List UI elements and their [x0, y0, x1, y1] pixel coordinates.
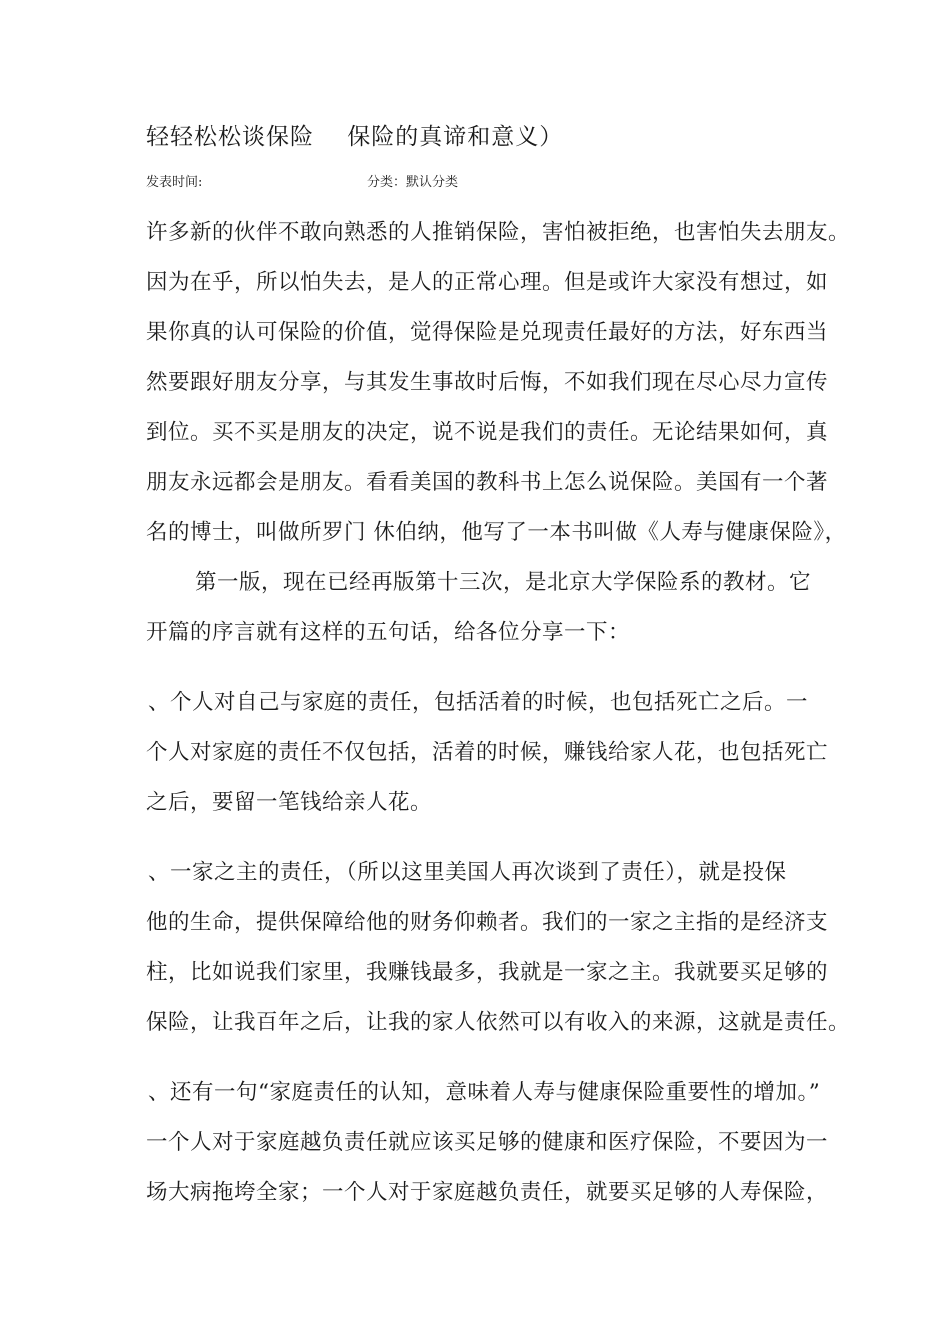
text-line: 开篇的序言就有这样的五句话，给各位分享一下：	[146, 620, 631, 645]
text-line: 因为在乎，所以怕失去，是人的正常心理。但是或许大家没有想过，如	[146, 270, 829, 295]
text-line: 朋友永远都会是朋友。看看美国的教科书上怎么说保险。美国有一个著	[146, 470, 829, 495]
text-line: 名的博士，叫做所罗门 休伯纳，他写了一本书叫做《人寿与健康保险》，	[146, 520, 847, 545]
text-line: 然要跟好朋友分享，与其发生事故时后悔，不如我们现在尽心尽力宣传	[146, 370, 829, 395]
text-line: 保险，让我百年之后，让我的家人依然可以有收入的来源，这就是责任。	[146, 1010, 851, 1035]
text-line: 、还有一句“家庭责任的认知，意味着人寿与健康保险重要性的增加。”	[148, 1080, 821, 1105]
text-line: 之后，要留一笔钱给亲人花。	[146, 790, 433, 815]
text-line: 许多新的伙伴不敢向熟悉的人推销保险，害怕被拒绝，也害怕失去朋友。	[146, 220, 851, 245]
text-line: 场大病拖垮全家；一个人对于家庭越负责任，就要买足够的人寿保险，	[146, 1180, 829, 1205]
text-line: 他的生命，提供保障给他的财务仰赖者。我们的一家之主指的是经济支	[146, 910, 829, 935]
text-line: 果你真的认可保险的价值，觉得保险是兑现责任最好的方法，好东西当	[146, 320, 829, 345]
text-line: 到位。买不买是朋友的决定，说不说是我们的责任。无论结果如何，真	[146, 420, 829, 445]
text-line: 柱，比如说我们家里，我赚钱最多，我就是一家之主。我就要买足够的	[146, 960, 829, 985]
document-title: 轻轻松松谈保险 保险的真谛和意义）	[146, 124, 564, 150]
text-line: 、个人对自己与家庭的责任，包括活着的时候，也包括死亡之后。一	[148, 690, 809, 715]
text-line: 第一版，现在已经再版第十三次，是北京大学保险系的教材。它	[195, 570, 812, 595]
text-line: 个人对家庭的责任不仅包括，活着的时候，赚钱给家人花，也包括死亡	[146, 740, 829, 765]
text-line: 一个人对于家庭越负责任就应该买足够的健康和医疗保险，不要因为一	[146, 1130, 829, 1155]
publish-time-label: 发表时间:	[146, 175, 203, 190]
text-line: 、一家之主的责任，（所以这里美国人再次谈到了责任），就是投保	[148, 860, 787, 885]
category-label: 分类：默认分类	[367, 175, 459, 190]
